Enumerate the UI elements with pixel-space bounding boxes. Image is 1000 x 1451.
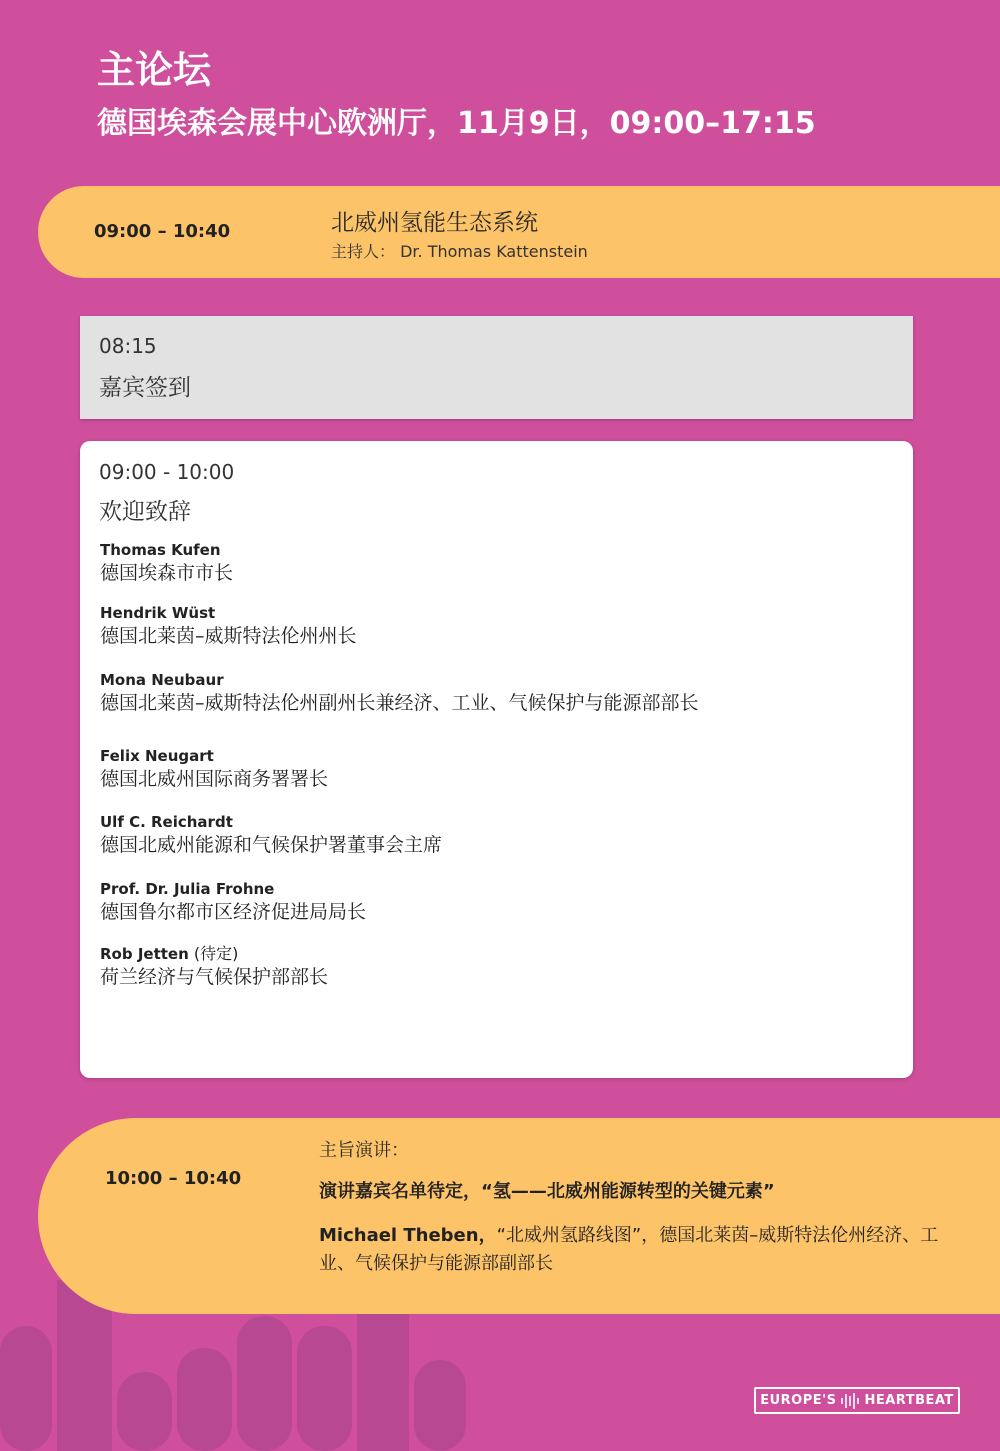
keynote-label: 主旨演讲： [319,1140,409,1161]
page-header [97,48,816,144]
speaker-role: 德国北威州能源和气候保护署董事会主席 [100,834,443,856]
speaker-item [100,944,328,990]
logo-text-right: HEARTBEAT [864,1393,954,1408]
speaker-role: 德国北莱茵–威斯特法伦州副州长兼经济、工业、气候保护与能源部部长 [100,692,699,714]
checkin-card [80,316,913,419]
heartbeat-icon [840,1392,860,1410]
speaker-item [100,879,366,925]
welcome-label: 欢迎致辞 [99,499,191,525]
speaker-role: 德国北威州国际商务署署长 [100,768,329,790]
page-subtitle: 德国埃森会展中心欧洲厅，11月9日，09:00–17:15 [97,106,816,141]
speaker-name: Hendrik Wüst [100,604,216,622]
session-title: 北威州氢能生态系统 [331,210,538,236]
speaker-item [100,540,233,586]
keynote-speaker-desc: “北威州氢路线图”，德国北莱茵–威斯特法伦州经济、工业、气候保护与能源部副部长 [319,1225,939,1274]
keynote-line1: 演讲嘉宾名单待定，“氢——北威州能源转型的关键元素” [319,1181,775,1202]
speaker-item [100,670,699,716]
speaker-name-line [100,944,328,964]
speaker-item [100,603,357,649]
speaker-item [100,812,442,858]
keynote-time: 10:00 – 10:40 [105,1168,242,1189]
speaker-name: Thomas Kufen [100,541,221,559]
checkin-time: 08:15 [99,334,157,358]
session-time: 09:00 – 10:40 [94,221,231,242]
session-host: 主持人： Dr. Thomas Kattenstein [331,242,588,261]
brand-logo [754,1387,960,1414]
welcome-time: 09:00 - 10:00 [99,460,235,484]
checkin-label: 嘉宾签到 [99,375,191,401]
speaker-role: 荷兰经济与气候保护部部长 [100,966,329,988]
speaker-name: Mona Neubaur [100,671,224,689]
logo-text-left: EUROPE'S [760,1393,837,1408]
keynote-line2 [319,1222,939,1278]
page-title: 主论坛 [97,48,212,92]
keynote-banner [38,1118,1000,1314]
speaker-name: Ulf C. Reichardt [100,813,233,831]
speaker-note: (待定) [188,944,239,963]
speaker-role: 德国北莱茵–威斯特法伦州州长 [100,625,357,647]
speaker-name: Prof. Dr. Julia Frohne [100,880,275,898]
keynote-speaker-name: Michael Theben， [319,1225,497,1246]
speaker-item [100,746,328,792]
speaker-role: 德国鲁尔都市区经济促进局局长 [100,901,367,923]
speaker-name: Felix Neugart [100,747,214,765]
welcome-card [80,441,913,1078]
speaker-role: 德国埃森市市长 [100,562,234,584]
session-banner [38,186,1000,278]
speaker-name: Rob Jetten [100,945,189,963]
